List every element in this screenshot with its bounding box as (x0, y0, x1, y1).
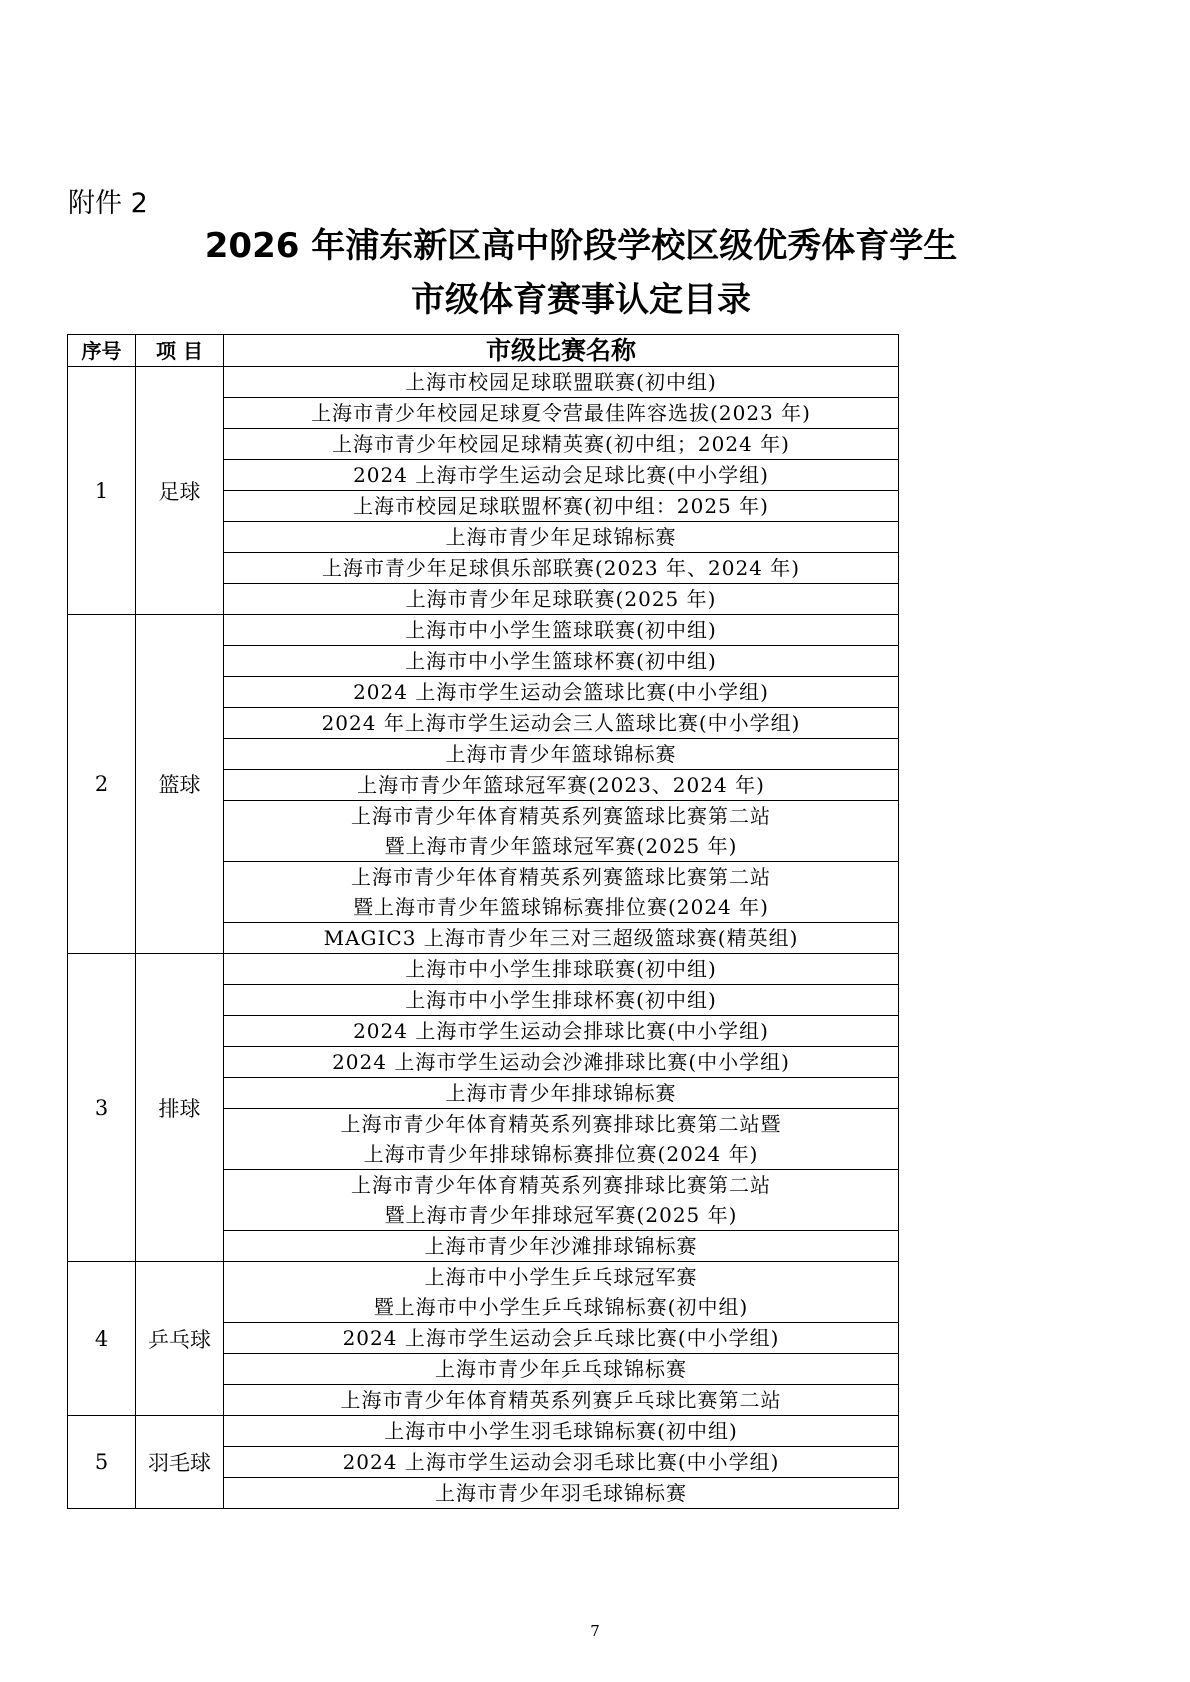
competition-name: 上海市青少年足球锦标赛 (445, 525, 677, 549)
seq-cell: 2 (68, 615, 136, 954)
competition-name: 上海市青少年排球锦标赛 (445, 1081, 677, 1105)
competition-name: 上海市青少年沙滩排球锦标赛 (424, 1234, 698, 1258)
attachment-label: 附件 2 (68, 188, 148, 219)
competition-name-cell (224, 1109, 899, 1170)
competition-name: 上海市中小学生篮球杯赛(初中组) (405, 649, 717, 673)
competition-name-cell (224, 923, 899, 954)
competition-name: 上海市校园足球联盟杯赛(初中组：2025 年) (353, 494, 769, 518)
competition-name-cell (224, 1385, 899, 1416)
seq-cell: 5 (68, 1416, 136, 1509)
header-seq: 序号 (68, 335, 136, 367)
sport-cell: 足球 (136, 367, 224, 615)
competition-name-cell (224, 1416, 899, 1447)
competition-name-cell (224, 553, 899, 584)
competition-name-cell (224, 1262, 899, 1323)
sport-cell: 乒乓球 (136, 1262, 224, 1416)
competition-name: 上海市青少年校园足球夏令营最佳阵容选拔(2023 年) (311, 401, 811, 425)
competition-name-cell (224, 770, 899, 801)
seq-cell: 3 (68, 954, 136, 1262)
competition-name: 2024 上海市学生运动会羽毛球比赛(中小学组) (342, 1450, 780, 1474)
competition-name-cell (224, 429, 899, 460)
table-row (68, 615, 899, 646)
competition-name: 上海市青少年乒乓球锦标赛 (435, 1357, 687, 1381)
competition-name: 上海市青少年排球锦标赛排位赛(2024 年) (363, 1142, 759, 1166)
competition-name: 暨上海市青少年篮球冠军赛(2025 年) (384, 834, 738, 858)
competition-name: 上海市青少年体育精英系列赛乒乓球比赛第二站 (340, 1388, 782, 1412)
seq-cell: 1 (68, 367, 136, 615)
competition-name: 上海市中小学生乒乓球冠军赛 (424, 1265, 698, 1289)
competition-name: 2024 年上海市学生运动会三人篮球比赛(中小学组) (321, 711, 801, 735)
competition-name-cell (224, 584, 899, 615)
competition-name: 上海市青少年体育精英系列赛篮球比赛第二站 (351, 865, 771, 889)
competition-name-cell (224, 1447, 899, 1478)
competition-name: 上海市中小学生篮球联赛(初中组) (405, 618, 717, 642)
seq-cell: 4 (68, 1262, 136, 1416)
competition-name-cell (224, 862, 899, 923)
competition-name-cell (224, 801, 899, 862)
competition-name: 上海市中小学生排球杯赛(初中组) (405, 988, 717, 1012)
competition-name: 上海市青少年篮球锦标赛 (445, 742, 677, 766)
competition-name-cell (224, 460, 899, 491)
competition-name-cell (224, 739, 899, 770)
competition-name-cell (224, 367, 899, 398)
competition-name: 暨上海市青少年排球冠军赛(2025 年) (384, 1203, 738, 1227)
competition-name-cell (224, 1047, 899, 1078)
competition-name: 上海市青少年羽毛球锦标赛 (435, 1481, 687, 1505)
sport-cell: 排球 (136, 954, 224, 1262)
competition-name: 2024 上海市学生运动会篮球比赛(中小学组) (353, 680, 769, 704)
competition-name: 上海市青少年足球俱乐部联赛(2023 年、2024 年) (321, 556, 801, 580)
competition-name-cell (224, 1078, 899, 1109)
competition-name-cell (224, 522, 899, 553)
competition-name: 上海市中小学生排球联赛(初中组) (405, 957, 717, 981)
table-row (68, 954, 899, 985)
header-sport: 项 目 (136, 335, 224, 367)
competition-name: 上海市中小学生羽毛球锦标赛(初中组) (384, 1419, 738, 1443)
table-row (68, 1416, 899, 1447)
competition-name: 上海市青少年校园足球精英赛(初中组；2024 年) (332, 432, 790, 456)
page-number: 7 (590, 1622, 600, 1640)
document-title-line1: 2026 年浦东新区高中阶段学校区级优秀体育学生 (204, 226, 958, 266)
competition-name: 上海市青少年篮球冠军赛(2023、2024 年) (357, 773, 765, 797)
competition-name: 上海市青少年体育精英系列赛篮球比赛第二站 (351, 804, 771, 828)
competition-name-cell (224, 954, 899, 985)
competition-name: 上海市青少年足球联赛(2025 年) (405, 587, 717, 611)
header-competition-name: 市级比赛名称 (224, 335, 899, 367)
competition-catalog-table (67, 334, 899, 1509)
competition-name-cell (224, 1016, 899, 1047)
competition-name-cell (224, 708, 899, 739)
competition-name-cell (224, 1478, 899, 1509)
table-row (68, 1262, 899, 1323)
competition-name-cell (224, 1323, 899, 1354)
competition-name-cell (224, 491, 899, 522)
competition-name-cell (224, 1170, 899, 1231)
competition-name-cell (224, 985, 899, 1016)
competition-name: 2024 上海市学生运动会乒乓球比赛(中小学组) (342, 1326, 780, 1350)
document-title-line2: 市级体育赛事认定目录 (411, 280, 751, 320)
competition-name: 2024 上海市学生运动会足球比赛(中小学组) (353, 463, 769, 487)
competition-name: MAGIC3 上海市青少年三对三超级篮球赛(精英组) (323, 926, 799, 950)
sport-cell: 篮球 (136, 615, 224, 954)
competition-name: 2024 上海市学生运动会沙滩排球比赛(中小学组) (332, 1050, 790, 1074)
competition-name-cell (224, 1231, 899, 1262)
table-body (68, 367, 899, 1509)
table-header-row (68, 335, 899, 367)
competition-name: 暨上海市中小学生乒乓球锦标赛(初中组) (373, 1295, 749, 1319)
competition-name: 暨上海市青少年篮球锦标赛排位赛(2024 年) (353, 895, 769, 919)
competition-name: 上海市青少年体育精英系列赛排球比赛第二站暨 (340, 1112, 782, 1136)
competition-name-cell (224, 398, 899, 429)
table-row (68, 367, 899, 398)
sport-cell: 羽毛球 (136, 1416, 224, 1509)
competition-name-cell (224, 646, 899, 677)
competition-name-cell (224, 677, 899, 708)
competition-name: 上海市青少年体育精英系列赛排球比赛第二站 (351, 1173, 771, 1197)
competition-name-cell (224, 1354, 899, 1385)
competition-name-cell (224, 615, 899, 646)
competition-name: 上海市校园足球联盟联赛(初中组) (405, 370, 717, 394)
competition-name: 2024 上海市学生运动会排球比赛(中小学组) (353, 1019, 769, 1043)
